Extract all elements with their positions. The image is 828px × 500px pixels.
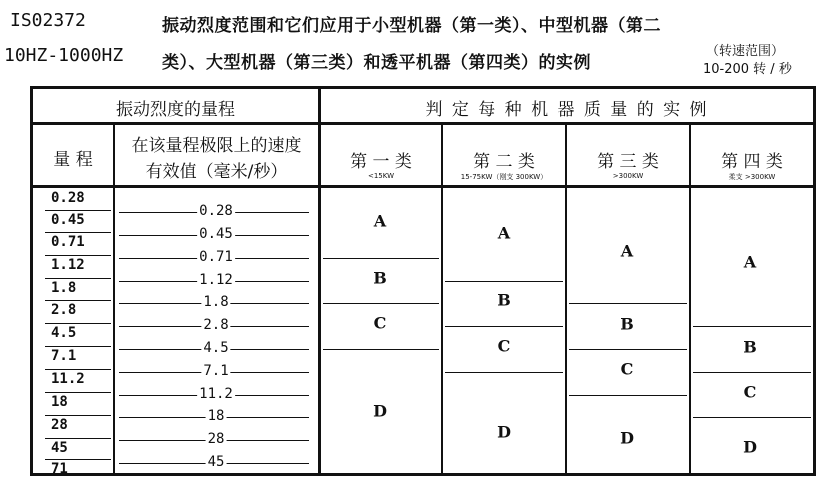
class2-grade-a: A	[497, 223, 511, 243]
limit-value: 18	[207, 408, 225, 424]
grade-boundary	[445, 372, 563, 373]
col2-header: 判 定 每 种 机 器 质 量 的 实 例	[425, 100, 709, 120]
grade-boundary	[569, 395, 687, 396]
range-separator	[45, 392, 111, 393]
range-header: 量 程	[53, 150, 93, 170]
class2-grade-c: C	[497, 336, 511, 356]
grade-boundary	[323, 258, 439, 259]
grade-boundary	[323, 303, 439, 304]
range-value: 2.8	[51, 302, 77, 318]
class2-sub: 15-75KW（刚支 300KW）	[460, 173, 548, 181]
class3-header: 第 三 类	[597, 152, 659, 172]
limit-value: 7.1	[203, 363, 229, 379]
vibration-severity-table	[30, 86, 816, 476]
limit-value: 1.8	[203, 294, 229, 310]
range-value: 1.8	[51, 280, 77, 296]
class1-grade-a: A	[373, 211, 387, 231]
range-separator	[45, 255, 111, 256]
grade-boundary	[569, 349, 687, 350]
class1-header: 第 一 类	[350, 152, 412, 172]
class3-grade-c: C	[620, 359, 634, 379]
class4-grade-a: A	[743, 252, 757, 272]
grade-boundary	[693, 326, 811, 327]
header-divider	[33, 122, 813, 125]
grade-boundary	[445, 326, 563, 327]
class4-sub: 柔支 >300KW	[728, 173, 776, 181]
class1-grade-c: C	[373, 313, 387, 333]
standard-code: IS02372	[10, 10, 86, 31]
range-separator	[45, 232, 111, 233]
range-separator	[45, 415, 111, 416]
range-value: 18	[51, 394, 68, 410]
range-value: 28	[51, 417, 68, 433]
limit-value: 2.8	[203, 317, 229, 333]
range-separator	[45, 300, 111, 301]
class4-header: 第 四 类	[721, 152, 783, 172]
limit-value: 0.71	[199, 249, 233, 265]
speed-label: （转速范围）	[706, 44, 785, 59]
rms-header-line2: 有效值（毫米/秒）	[145, 162, 288, 182]
grade-boundary	[569, 303, 687, 304]
range-value: 0.71	[51, 234, 85, 250]
range-value: 4.5	[51, 325, 77, 341]
range-value: 45	[51, 440, 68, 456]
limit-value: 28	[207, 431, 225, 447]
class3-grade-d: D	[620, 428, 634, 448]
range-value: 11.2	[51, 371, 85, 387]
range-separator	[45, 459, 111, 460]
limit-value: 11.2	[199, 386, 233, 402]
limit-value: 0.45	[199, 226, 233, 242]
class1-grade-d: D	[373, 401, 387, 421]
class2-grade-b: B	[497, 290, 511, 310]
range-separator	[45, 323, 111, 324]
grade-boundary	[693, 372, 811, 373]
rms-header-line1: 在该量程极限上的速度	[131, 136, 302, 156]
class2-header: 第 二 类	[473, 152, 535, 172]
range-value: 0.28	[51, 190, 85, 206]
class4-grade-d: D	[743, 437, 757, 457]
limit-value: 4.5	[203, 340, 229, 356]
class3-grade-a: A	[620, 241, 634, 261]
range-separator	[45, 438, 111, 439]
range-value: 1.12	[51, 257, 85, 273]
range-value: 71	[51, 461, 68, 477]
class4-grade-b: B	[743, 337, 757, 357]
range-separator	[45, 346, 111, 347]
class3-sub: >300KW	[612, 172, 644, 180]
title-line-1: 振动烈度范围和它们应用于小型机器（第一类）、中型机器（第二	[162, 16, 661, 36]
limit-value: 45	[207, 454, 225, 470]
range-separator	[45, 369, 111, 370]
grade-boundary	[445, 281, 563, 282]
col1-header: 振动烈度的量程	[116, 100, 235, 120]
class3-grade-b: B	[620, 314, 634, 334]
range-value: 7.1	[51, 348, 77, 364]
class2-grade-d: D	[497, 422, 511, 442]
grade-boundary	[693, 417, 811, 418]
class1-sub: <15KW	[367, 172, 395, 180]
class4-grade-c: C	[743, 382, 757, 402]
title-line-2: 类）、大型机器（第三类）和透平机器（第四类）的实例	[162, 53, 591, 73]
frequency-range: 10HZ-1000HZ	[4, 45, 124, 66]
grade-boundary	[323, 349, 439, 350]
limit-value: 1.12	[199, 272, 233, 288]
range-separator	[45, 278, 111, 279]
body-divider	[33, 185, 813, 188]
class1-grade-b: B	[373, 268, 387, 288]
range-value: 0.45	[51, 212, 85, 228]
range-separator	[45, 210, 111, 211]
speed-range: 10-200 转 / 秒	[703, 62, 792, 77]
limit-value: 0.28	[199, 203, 233, 219]
